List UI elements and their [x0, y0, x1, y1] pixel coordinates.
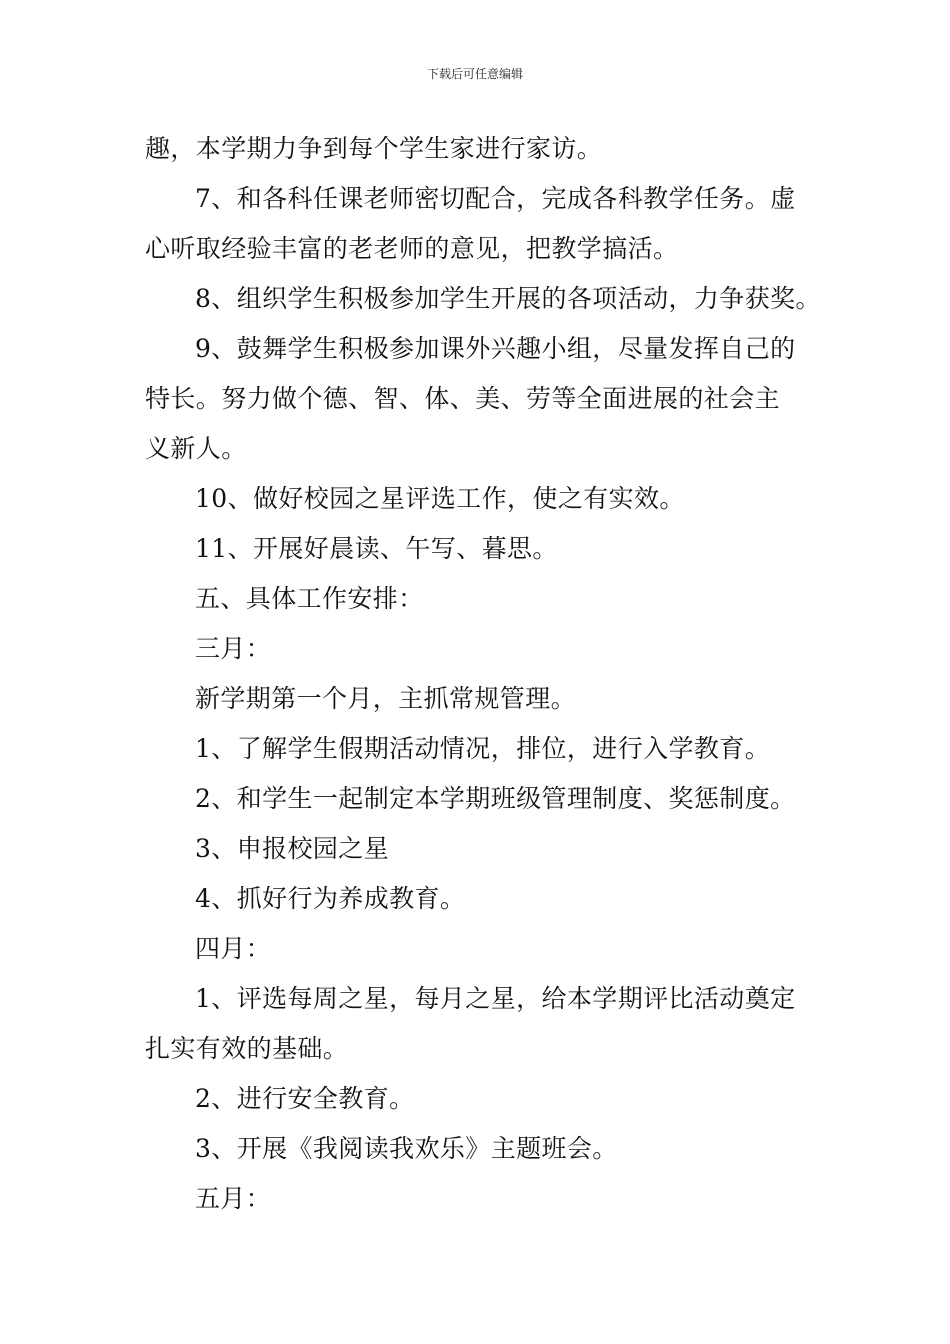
text-line: 特长。努力做个德、智、体、美、劳等全面进展的社会主	[145, 384, 781, 413]
text-line: 扎实有效的基础。	[145, 1034, 349, 1063]
list-item: 3、申报校园之星	[195, 834, 390, 863]
text-line: 趣，本学期力争到每个学生家进行家访。	[145, 134, 603, 163]
month-heading: 五月：	[195, 1184, 272, 1213]
list-item: 1、了解学生假期活动情况，排位，进行入学教育。	[195, 734, 771, 763]
text-line: 11、开展好晨读、午写、暮思。	[195, 534, 558, 563]
section-heading: 五、具体工作安排：	[195, 584, 424, 613]
text-line: 新学期第一个月，主抓常规管理。	[195, 684, 577, 713]
list-item: 2、进行安全教育。	[195, 1084, 415, 1113]
text-line: 9、鼓舞学生积极参加课外兴趣小组，尽量发挥自己的	[195, 334, 796, 363]
text-line: 7、和各科任课老师密切配合，完成各科教学任务。虚	[195, 184, 796, 213]
list-item: 2、和学生一起制定本学期班级管理制度、奖惩制度。	[195, 784, 796, 813]
text-line: 心听取经验丰富的老老师的意见，把教学搞活。	[145, 234, 679, 263]
list-item: 1、评选每周之星，每月之星，给本学期评比活动奠定	[195, 984, 796, 1013]
month-heading: 四月：	[195, 934, 272, 963]
document-body	[145, 124, 821, 1224]
page-header: 下载后可任意编辑	[426, 67, 523, 81]
text-line: 义新人。	[145, 434, 247, 463]
month-heading: 三月：	[195, 634, 272, 663]
list-item: 4、抓好行为养成教育。	[195, 884, 466, 913]
text-line: 10、做好校园之星评选工作，使之有实效。	[195, 484, 685, 513]
text-line: 8、组织学生积极参加学生开展的各项活动，力争获奖。	[195, 284, 821, 313]
list-item: 3、开展《我阅读我欢乐》主题班会。	[195, 1134, 618, 1163]
